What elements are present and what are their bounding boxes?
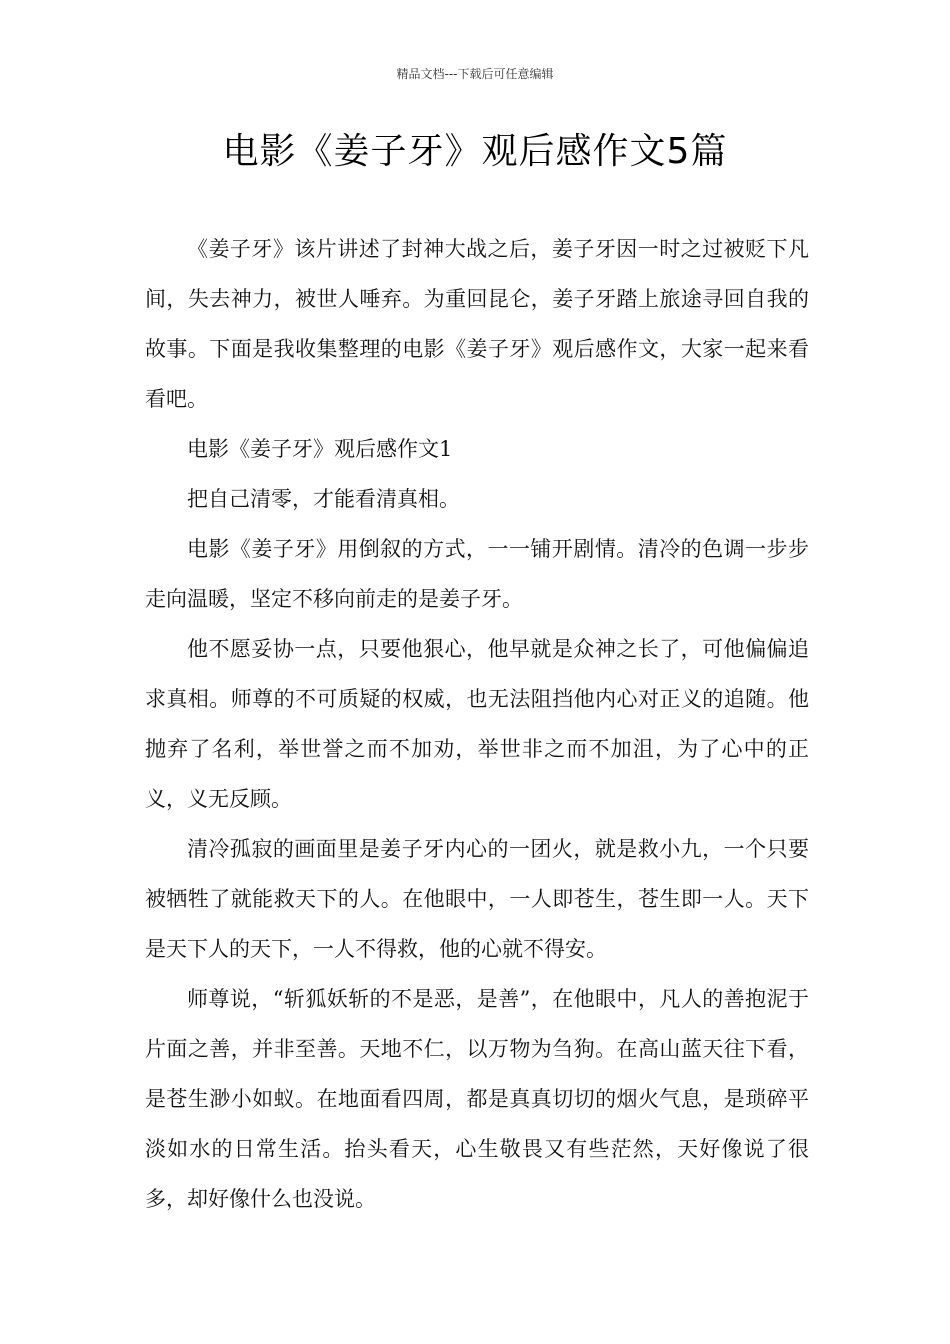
essay-heading: 电影《姜子牙》观后感作文1 bbox=[187, 437, 453, 461]
body-paragraph: 清冷孤寂的画面里是姜子牙内心的一团火，就是救小九，一个只要被牺牲了就能救天下的人。在他眼中，一人即苍生，苍生即一人。天下是天下人的天下，一人不得救，他的心就不得安。 bbox=[145, 837, 809, 961]
document-body bbox=[145, 224, 809, 1224]
body-paragraph: 他不愿妥协一点，只要他狠心，他早就是众神之长了，可他偏偏追求真相。师尊的不可质疑的权威，也无法阻挡他内心对正义的追随。他抛弃了名利，举世誉之而不加劝，举世非之而不加沮，为了心中的正义，义无反顾。 bbox=[145, 637, 809, 811]
body-paragraph: 电影《姜子牙》用倒叙的方式，一一铺开剧情。清冷的色调一步步走向温暖，坚定不移向前走的是姜子牙。 bbox=[145, 537, 809, 611]
body-paragraph: 师尊说，“斩狐妖斩的不是恶，是善”，在他眼中，凡人的善抱泥于片面之善，并非至善。天地不仁，以万物为刍狗。在高山蓝天往下看，是苍生渺小如蚁。在地面看四周，都是真真切切的烟火气息，是琐碎平淡如水的日常生活。抬头看天，心生敬畏又有些茫然，天好像说了很多，却好像什么也没说。 bbox=[145, 987, 809, 1211]
body-paragraph: 把自己清零，才能看清真相。 bbox=[187, 487, 460, 511]
document-title: 电影《姜子牙》观后感作文5篇 bbox=[222, 131, 728, 172]
intro-paragraph: 《姜子牙》该片讲述了封神大战之后，姜子牙因一时之过被贬下凡间，失去神力，被世人唾弃。为重回昆仑，姜子牙踏上旅途寻回自我的故事。下面是我收集整理的电影《姜子牙》观后感作文，大家一起来看看吧。 bbox=[145, 237, 809, 411]
header-note: 精品文档---下载后可任意编辑 bbox=[396, 67, 554, 81]
